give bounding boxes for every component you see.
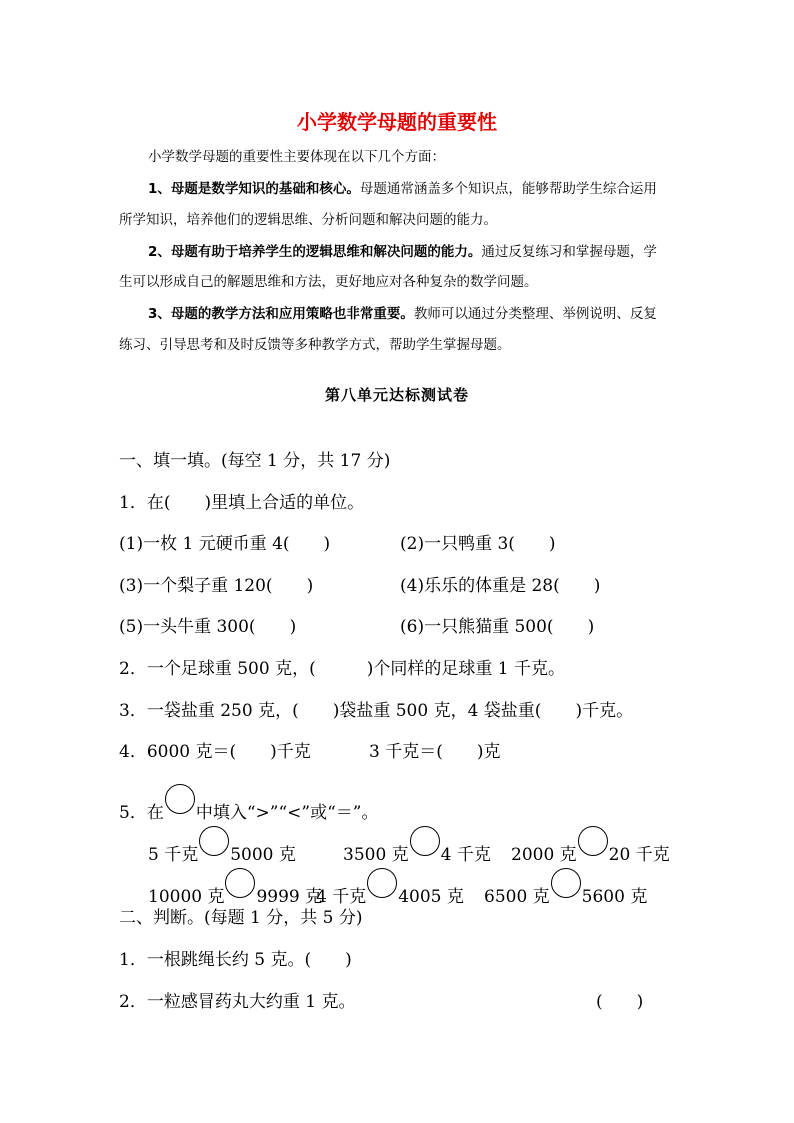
test-title: 第八单元达标测试卷 xyxy=(324,386,469,404)
section1-heading: 一、填一填。(每空 1 分，共 17 分) xyxy=(119,451,391,471)
compare-right: 5000 克 xyxy=(230,845,296,865)
intro-point-2-heading: 2、母题有助于培养学生的逻辑思维和解决问题的能力。 xyxy=(148,244,482,260)
compare-right: 9999 克 xyxy=(256,887,323,907)
compare-left: 6500 克 xyxy=(484,887,550,907)
compare-circle[interactable] xyxy=(367,868,397,898)
compare-circle[interactable] xyxy=(199,826,229,856)
circle-icon xyxy=(165,784,195,814)
judge-question-2-blank[interactable]: ( ) xyxy=(596,992,644,1012)
compare-left: 5 千克 xyxy=(148,845,199,865)
compare-right: 4 千克 xyxy=(440,845,491,865)
question-4b: 3 千克＝( )克 xyxy=(369,742,501,762)
section2-heading: 二、判断。(每题 1 分，共 5 分) xyxy=(119,908,363,928)
intro-point-3-cont: 练习、引导思考和及时反馈等多种教学方式，帮助学生掌握母题。 xyxy=(119,337,511,353)
intro-point-2 xyxy=(148,240,657,260)
question-3: 3．一袋盐重 250 克，( )袋盐重 500 克，4 袋盐重( )千克。 xyxy=(119,701,634,721)
intro-point-2-text: 通过反复练习和掌握母题，学 xyxy=(481,244,657,260)
intro-point-1-text: 母题通常涵盖多个知识点，能够帮助学生综合运用 xyxy=(359,181,657,197)
compare-left: 3500 克 xyxy=(343,845,409,865)
intro-point-3-text: 教师可以通过分类整理、举例说明、反复 xyxy=(413,306,657,322)
intro-point-3 xyxy=(148,302,657,322)
question-2: 2．一个足球重 500 克，( )个同样的足球重 1 千克。 xyxy=(119,659,565,679)
intro-point-1-cont: 所学知识，培养他们的逻辑思维、分析问题和解决问题的能力。 xyxy=(119,212,497,228)
compare-circle[interactable] xyxy=(225,868,255,898)
compare-item-1 xyxy=(148,826,296,865)
compare-item-2 xyxy=(343,826,491,865)
compare-left: 4 千克 xyxy=(316,887,367,907)
question-1: 1．在( )里填上合适的单位。 xyxy=(119,493,365,513)
q5-suffix: 中填入“>”“<”或“＝”。 xyxy=(195,803,379,823)
judge-question-1: 1．一根跳绳长约 5 克。( ) xyxy=(119,950,352,970)
intro-lead: 小学数学母题的重要性主要体现在以下几个方面： xyxy=(148,149,445,165)
question-5 xyxy=(119,784,378,823)
q1-item-2: (2)一只鸭重 3( ) xyxy=(400,534,556,554)
compare-item-5 xyxy=(316,868,464,907)
compare-circle[interactable] xyxy=(410,826,440,856)
q1-item-3: (3)一个梨子重 120( ) xyxy=(119,576,314,596)
compare-right: 20 千克 xyxy=(608,845,670,865)
question-4a: 4．6000 克＝( )千克 xyxy=(119,742,311,762)
q1-item-1: (1)一枚 1 元硬币重 4( ) xyxy=(119,534,331,554)
compare-item-3 xyxy=(511,826,670,865)
compare-left: 2000 克 xyxy=(511,845,577,865)
judge-question-2: 2．一粒感冒药丸大约重 1 克。 xyxy=(119,992,356,1012)
compare-right: 5600 克 xyxy=(581,887,648,907)
q1-item-4: (4)乐乐的体重是 28( ) xyxy=(400,576,601,596)
compare-item-6 xyxy=(484,868,647,907)
intro-point-2-cont: 生可以形成自己的解题思维和方法，更好地应对各种复杂的数学问题。 xyxy=(119,274,538,290)
intro-point-1 xyxy=(148,177,657,197)
compare-item-4 xyxy=(148,868,322,907)
q5-prefix: 5．在 xyxy=(119,803,164,823)
compare-circle[interactable] xyxy=(551,868,581,898)
q1-item-6: (6)一只熊猫重 500( ) xyxy=(400,617,595,637)
page-title: 小学数学母题的重要性 xyxy=(297,110,497,134)
q1-item-5: (5)一头牛重 300( ) xyxy=(119,617,297,637)
compare-right: 4005 克 xyxy=(398,887,464,907)
compare-circle[interactable] xyxy=(578,826,608,856)
intro-point-3-heading: 3、母题的教学方法和应用策略也非常重要。 xyxy=(148,306,414,322)
intro-point-1-heading: 1、母题是数学知识的基础和核心。 xyxy=(148,181,360,197)
compare-left: 10000 克 xyxy=(148,887,225,907)
